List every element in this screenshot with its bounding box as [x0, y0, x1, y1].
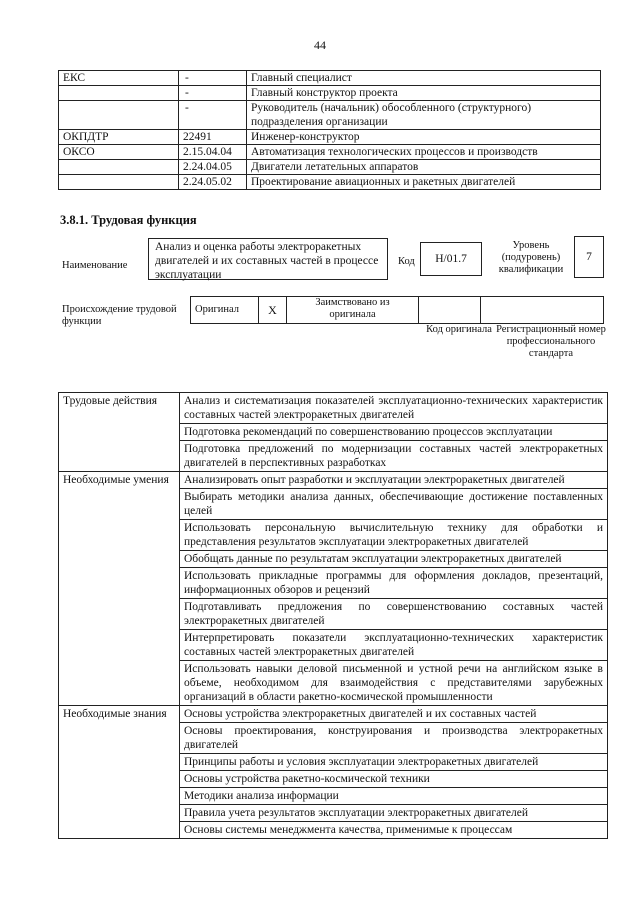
- level-value-box: 7: [574, 236, 604, 278]
- section-title: 3.8.1. Трудовая функция: [60, 213, 197, 227]
- table-row: [59, 706, 608, 723]
- classification-row: [59, 145, 601, 160]
- classification-code: [59, 175, 179, 190]
- classification-name: Руководитель (начальник) обособленного (структурного) подразделения организации: [247, 101, 601, 130]
- classification-table: [58, 70, 601, 190]
- section-item: Правила учета результатов эксплуатации электроракетных двигателей: [180, 805, 608, 822]
- reg-number-label: Регистрационный номер профессионального стандарта: [496, 324, 606, 359]
- classification-name: Проектирование авиационных и ракетных двигателей: [247, 175, 601, 190]
- section-item: Использовать навыки деловой письменной и устной речи на английском языке в объеме, необходимом для взаимодействия с представителями зарубежных организаций в области ракетно-космической промышленности: [180, 661, 608, 706]
- section-category: Необходимые знания: [59, 706, 180, 839]
- function-code-box: Н/01.7: [420, 242, 482, 276]
- original-mark: Х: [259, 297, 287, 324]
- classification-name: Главный специалист: [247, 71, 601, 86]
- function-name-box: Анализ и оценка работы электроракетных двигателей и их составных частей в процессе эксплуатации: [148, 238, 388, 280]
- code-original-label: Код оригинала: [426, 324, 492, 335]
- page-number: 44: [314, 38, 326, 52]
- section-category: Трудовые действия: [59, 393, 180, 472]
- classification-row: [59, 101, 601, 130]
- classification-row: [59, 130, 601, 145]
- section-item: Анализ и систематизация показателей эксплуатационно-технических характеристик составных частей электроракетных двигателей: [180, 393, 608, 424]
- classification-name: Главный конструктор проекта: [247, 86, 601, 101]
- section-item: Интерпретировать показатели эксплуатационно-технических характеристик составных частей электроракетных двигателей: [180, 630, 608, 661]
- classification-row: [59, 86, 601, 101]
- classification-row: [59, 175, 601, 190]
- classification-num: 2.15.04.04: [179, 145, 247, 160]
- code-original-cell: [419, 297, 481, 324]
- classification-num: 2.24.05.02: [179, 175, 247, 190]
- borrowed-label: Заимствовано из оригинала: [287, 297, 419, 324]
- table-row: [59, 472, 608, 489]
- section-item: Основы устройства ракетно-космической техники: [180, 771, 608, 788]
- reg-number-cell: [481, 297, 604, 324]
- section-item: Принципы работы и условия эксплуатации электроракетных двигателей: [180, 754, 608, 771]
- classification-num: 22491: [179, 130, 247, 145]
- section-category: Необходимые умения: [59, 472, 180, 706]
- classification-name: Инженер-конструктор: [247, 130, 601, 145]
- section-item: Использовать прикладные программы для оформления докладов, презентаций, информационных обзоров и рецензий: [180, 568, 608, 599]
- classification-code: ОКПДТР: [59, 130, 179, 145]
- section-item: Подготавливать предложения по совершенствованию составных частей электроракетных двигателей: [180, 599, 608, 630]
- classification-num: 2.24.04.05: [179, 160, 247, 175]
- classification-num: -: [179, 101, 247, 130]
- origin-table: [190, 296, 604, 324]
- classification-name: Двигатели летательных аппаратов: [247, 160, 601, 175]
- section-item: Выбирать методики анализа данных, обеспечивающие достижение поставленных целей: [180, 489, 608, 520]
- origin-label: Происхождение трудовой функции: [62, 304, 177, 327]
- code-label: Код: [398, 256, 415, 267]
- section-item: Методики анализа информации: [180, 788, 608, 805]
- original-label: Оригинал: [191, 297, 259, 324]
- section-item: Использовать персональную вычислительную технику для обработки и представления результатов эксплуатации электроракетных двигателей: [180, 520, 608, 551]
- classification-code: [59, 101, 179, 130]
- classification-code: [59, 86, 179, 101]
- classification-num: -: [179, 71, 247, 86]
- section-item: Основы проектирования, конструирования и производства электроракетных двигателей: [180, 723, 608, 754]
- table-row: [59, 393, 608, 424]
- section-item: Основы устройства электроракетных двигателей и их составных частей: [180, 706, 608, 723]
- section-item: Подготовка предложений по модернизации составных частей электроракетных двигателей в перспективных разработках: [180, 441, 608, 472]
- classification-name: Автоматизация технологических процессов и производств: [247, 145, 601, 160]
- classification-num: -: [179, 86, 247, 101]
- classification-code: ЕКС: [59, 71, 179, 86]
- function-details-table: [58, 392, 608, 839]
- classification-code: [59, 160, 179, 175]
- section-item: Обобщать данные по результатам эксплуатации электроракетных двигателей: [180, 551, 608, 568]
- section-item: Подготовка рекомендаций по совершенствованию процессов эксплуатации: [180, 424, 608, 441]
- section-item: Анализировать опыт разработки и эксплуатации электроракетных двигателей: [180, 472, 608, 489]
- level-label: Уровень (подуровень) квалификации: [498, 240, 564, 275]
- classification-row: [59, 160, 601, 175]
- classification-code: ОКСО: [59, 145, 179, 160]
- name-label: Наименование: [62, 260, 128, 271]
- section-item: Основы системы менеджмента качества, применимые к процессам: [180, 822, 608, 839]
- classification-row: [59, 71, 601, 86]
